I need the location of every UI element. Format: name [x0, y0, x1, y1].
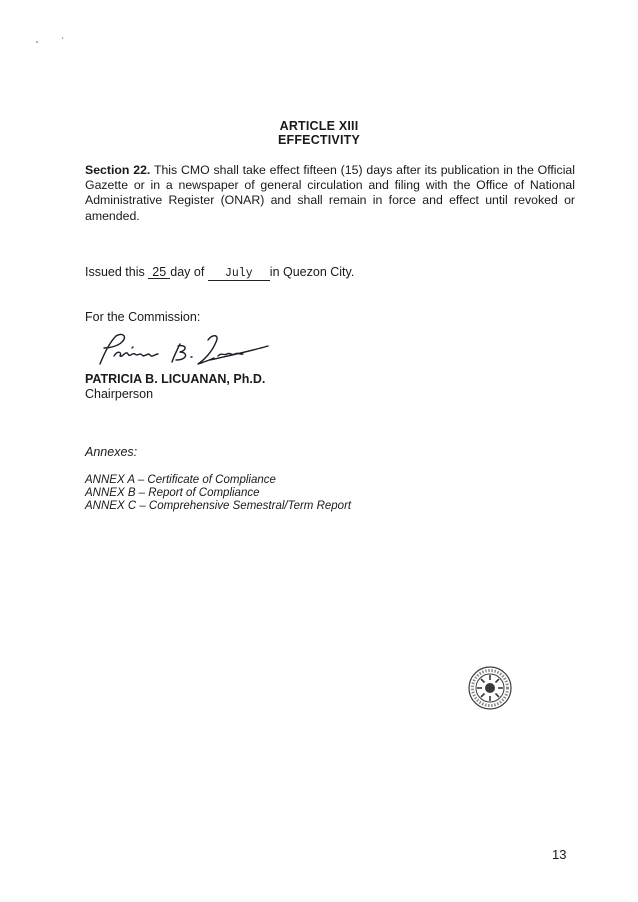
- issued-day: 25: [148, 266, 170, 279]
- signatory-position: Chairperson: [85, 387, 154, 401]
- scan-speck: [62, 37, 63, 39]
- annex-item: ANNEX B – Report of Compliance: [85, 487, 260, 499]
- page-number: 13: [552, 847, 567, 862]
- article-title: EFFECTIVITY: [277, 133, 361, 147]
- section-label: Section 22.: [85, 163, 151, 177]
- issued-suffix: in Quezon City.: [269, 265, 355, 279]
- annex-item: ANNEX A – Certificate of Compliance: [85, 474, 276, 486]
- scan-speck: [36, 41, 38, 43]
- issued-month: July: [208, 268, 270, 281]
- annexes-heading: Annexes:: [85, 445, 138, 459]
- issued-day-of: day of: [170, 265, 205, 279]
- commission-label: For the Commission:: [85, 310, 201, 324]
- signature-image: [92, 330, 272, 377]
- article-number: ARTICLE XIII: [279, 119, 359, 133]
- section-22-paragraph: [85, 163, 575, 224]
- section-body: This CMO shall take effect fifteen (15) days after its publication in the Official Gazette or in a newspaper of general circulation and filing with the Office of National Administrative Register (ONAR) and shall remain in force and effect until revoked or amended.: [85, 163, 575, 223]
- issued-prefix: Issued this: [85, 265, 145, 279]
- annex-item: ANNEX C – Comprehensive Semestral/Term Report: [85, 500, 352, 512]
- official-seal-icon: [467, 665, 513, 716]
- signatory-name: PATRICIA B. LICUANAN, Ph.D.: [85, 372, 266, 386]
- issued-line: [85, 265, 354, 281]
